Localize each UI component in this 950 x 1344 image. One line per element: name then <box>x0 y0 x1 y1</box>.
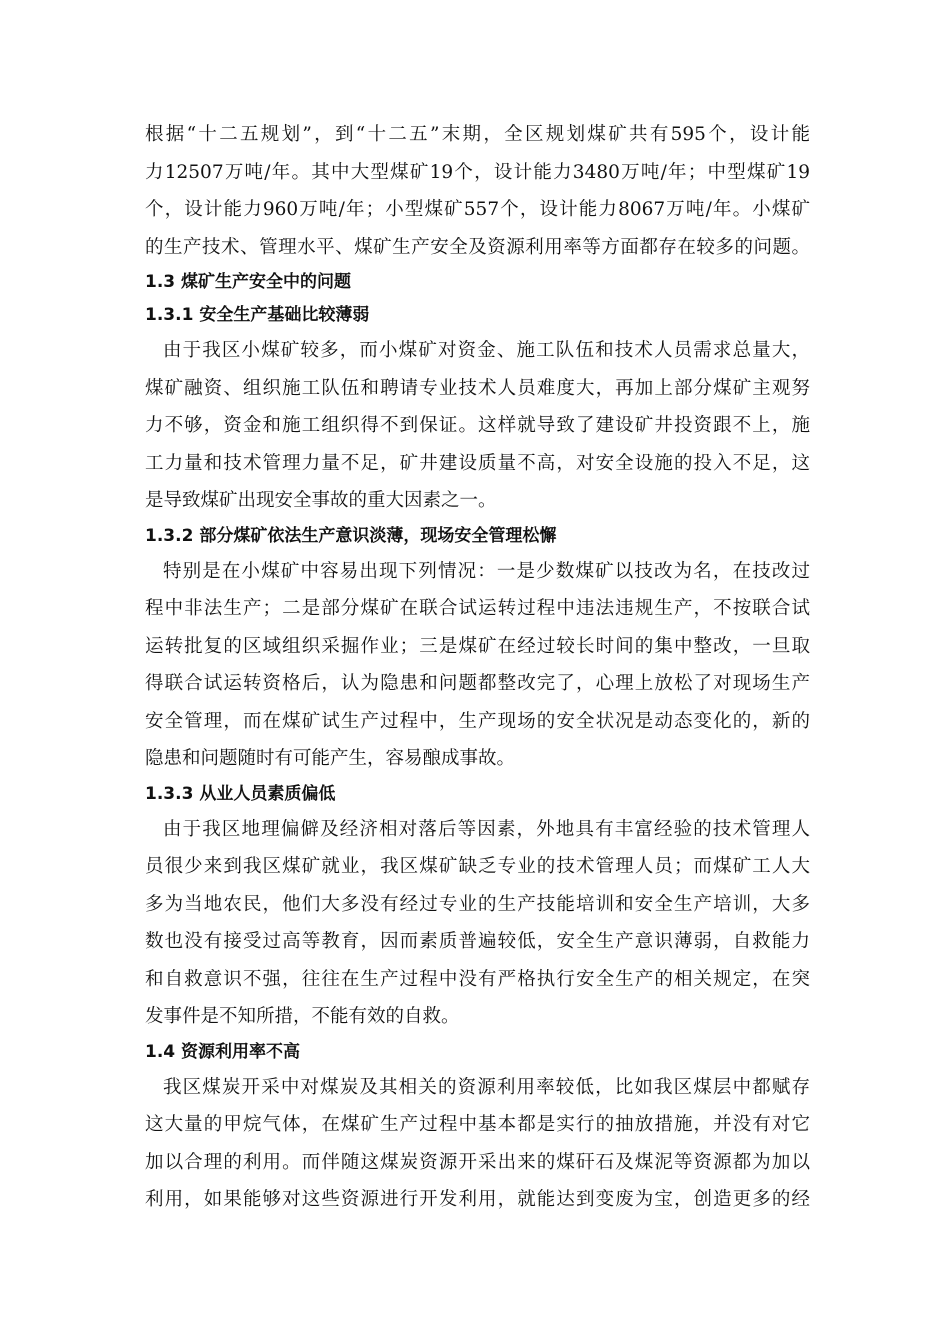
text-line: 安全管理，而在煤矿试生产过程中，生产现场的安全状况是动态变化的，新的 <box>145 710 810 732</box>
paragraph-resource-utilization <box>145 1069 810 1219</box>
section-heading-1-3-1: 1.3.1 安全生产基础比较薄弱 <box>145 305 370 325</box>
text-line: 多为当地农民，他们大多没有经过专业的生产技能培训和安全生产培训，大多 <box>145 893 810 915</box>
text-line: 是导致煤矿出现安全事故的重大因素之一。 <box>145 490 497 511</box>
text-line: 这大量的甲烷气体，在煤矿生产过程中基本都是实行的抽放措施，并没有对它 <box>145 1114 810 1135</box>
paragraph-intro <box>145 116 810 266</box>
text-line: 力12507万吨/年。其中大型煤矿19个，设计能力3480万吨/年；中型煤矿19 <box>145 161 810 183</box>
paragraph-safety-foundation <box>145 332 810 520</box>
text-line: 的生产技术、管理水平、煤矿生产安全及资源利用率等方面都存在较多的问题。 <box>145 236 810 258</box>
section-heading-1-3-3: 1.3.3 从业人员素质偏低 <box>145 783 336 804</box>
text-line: 发事件是不知所措，不能有效的自救。 <box>145 1006 460 1027</box>
paragraph-legal-awareness <box>145 553 810 778</box>
document-page <box>145 116 810 1219</box>
text-line: 由于我区小煤矿较多，而小煤矿对资金、施工队伍和技术人员需求总量大， <box>163 340 810 361</box>
text-line: 员很少来到我区煤矿就业，我区煤矿缺乏专业的技术管理人员；而煤矿工人大 <box>145 856 810 877</box>
text-line: 我区煤炭开采中对煤炭及其相关的资源利用率较低，比如我区煤层中都赋存 <box>163 1076 810 1098</box>
text-line: 运转批复的区域组织采掘作业；三是煤矿在经过较长时间的集中整改，一旦取 <box>145 635 810 657</box>
text-line: 力不够，资金和施工组织得不到保证。这样就导致了建设矿井投资跟不上，施 <box>145 415 810 436</box>
text-line: 得联合试运转资格后，认为隐患和问题都整改完了，心理上放松了对现场生产 <box>145 673 810 694</box>
text-line: 隐患和问题随时有可能产生，容易酿成事故。 <box>145 748 516 769</box>
section-heading-1-4: 1.4 资源利用率不高 <box>145 1041 301 1062</box>
text-line: 和自救意识不强，往往在生产过程中没有严格执行安全生产的相关规定，在突 <box>145 968 810 990</box>
section-heading-1-3-2: 1.3.2 部分煤矿依法生产意识淡薄，现场安全管理松懈 <box>145 525 557 546</box>
text-line: 由于我区地理偏僻及经济相对落后等因素，外地具有丰富经验的技术管理人 <box>163 818 810 840</box>
text-line: 特别是在小煤矿中容易出现下列情况：一是少数煤矿以技改为名，在技改过 <box>163 560 810 582</box>
text-line: 程中非法生产；二是部分煤矿在联合试运转过程中违法违规生产，不按联合试 <box>145 598 810 619</box>
text-line: 工力量和技术管理力量不足，矿井建设质量不高，对安全设施的投入不足，这 <box>145 452 810 474</box>
text-line: 利用，如果能够对这些资源进行开发利用，就能达到变废为宝，创造更多的经 <box>145 1189 810 1210</box>
text-line: 个，设计能力960万吨/年；小型煤矿557个，设计能力8067万吨/年。小煤矿 <box>145 199 810 220</box>
text-line: 根据“十二五规划”，到“十二五”末期，全区规划煤矿共有595个，设计能 <box>145 124 810 145</box>
section-heading-1-3: 1.3 煤矿生产安全中的问题 <box>145 272 352 292</box>
text-line: 加以合理的利用。而伴随这煤炭资源开采出来的煤矸石及煤泥等资源都为加以 <box>145 1151 810 1173</box>
text-line: 数也没有接受过高等教育，因而素质普遍较低，安全生产意识薄弱，自救能力 <box>145 931 810 952</box>
paragraph-staff-quality <box>145 811 810 1036</box>
text-line: 煤矿融资、组织施工队伍和聘请专业技术人员难度大，再加上部分煤矿主观努 <box>145 377 810 399</box>
